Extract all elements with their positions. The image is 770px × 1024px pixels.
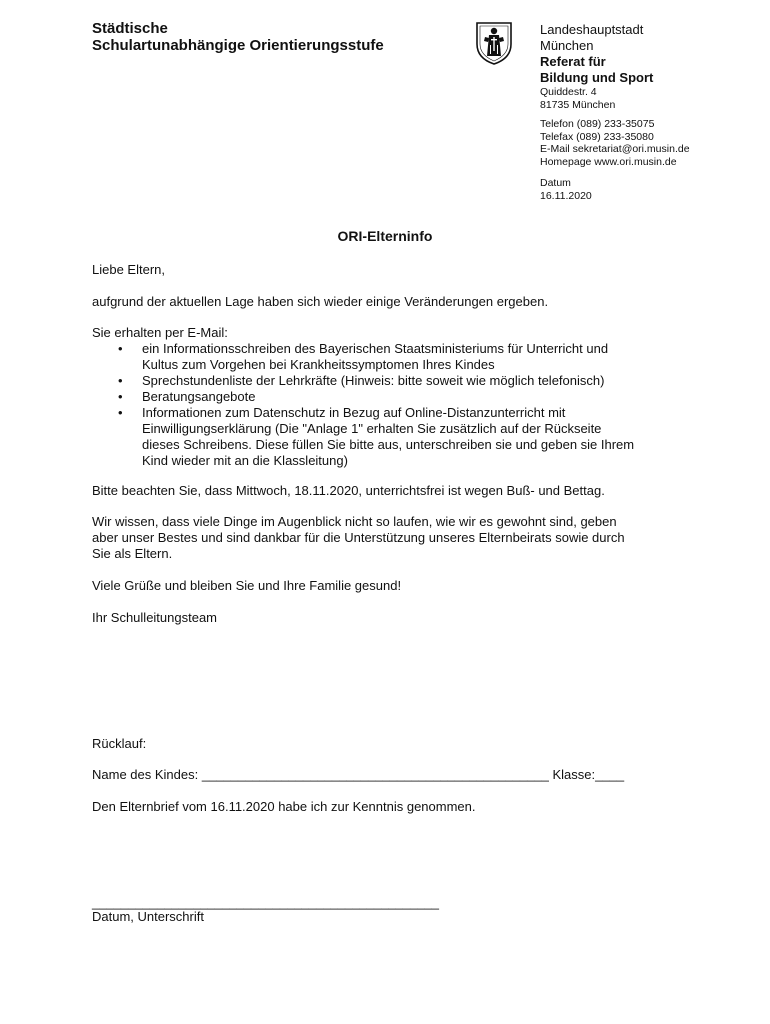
city-line2: München [540,38,594,53]
signature-field[interactable]: ________________________________________________ [92,895,440,910]
authority-block [540,22,765,202]
date-value: 16.11.2020 [540,189,592,202]
school-name-line2: Schulartunabhängige Orientierungsstufe [92,37,384,54]
list-item [92,373,692,389]
child-name-field[interactable]: Name des Kindes: ________________________________________________ [92,767,549,782]
list-item-text: Kultus zum Vorgehen bei Krankheitssymptomen Ihres Kindes [142,357,495,372]
thanks-line: Wir wissen, dass viele Dinge im Augenblick nicht so laufen, wie wir es gewohnt sind, geben [92,514,617,529]
school-name-line1: Städtische [92,20,168,37]
date-label: Datum [540,177,571,189]
email-address: E-Mail sekretariat@ori.musin.de [540,143,690,155]
class-field[interactable]: Klasse:____ [552,767,625,782]
homepage-url: Homepage www.ori.musin.de [540,155,677,168]
acknowledgement-statement: Den Elternbrief vom 16.11.2020 habe ich zur Kenntnis genommen. [92,799,476,814]
list-item-text: Informationen zum Datenschutz in Bezug auf Online-Distanzunterricht mit [142,405,566,420]
list-item [92,341,692,373]
phone-number: Telefon (089) 233-35075 [540,118,655,130]
list-item [92,405,692,469]
dept-line1: Referat für [540,54,606,69]
email-list-lead: Sie erhalten per E-Mail: [92,325,228,340]
school-name [92,20,384,54]
signature-label: Datum, Unterschrift [92,909,204,924]
bullet-icon: • [118,389,123,404]
thanks-line: Sie als Eltern. [92,546,173,561]
intro-paragraph: aufgrund der aktuellen Lage haben sich wieder einige Veränderungen ergeben. [92,294,549,309]
letter-title: ORI-Elterninfo [337,228,433,244]
thanks-paragraph [92,514,692,562]
list-item-text: Beratungsangebote [142,389,256,404]
return-slip-label: Rücklauf: [92,736,147,751]
list-item-text: ein Informationsschreiben des Bayerischen Staatsministeriums für Unterricht und [142,341,609,356]
holiday-notice: Bitte beachten Sie, dass Mittwoch, 18.11.2020, unterrichtsfrei ist wegen Buß- und Bettag. [92,483,605,498]
fax-number: Telefax (089) 233-35080 [540,130,654,143]
list-item-text: Sprechstundenliste der Lehrkräfte (Hinweis: bitte soweit wie möglich telefonisch) [142,373,605,388]
munich-coat-of-arms-icon [474,20,514,66]
bullet-icon: • [118,341,123,356]
address-zip-city: 81735 München [540,98,616,111]
list-item [92,389,692,405]
address-street: Quiddestr. 4 [540,86,597,98]
thanks-line: aber unser Bestes und sind dankbar für die Unterstützung unseres Elternbeirats sowie durch [92,530,625,545]
signoff: Ihr Schulleitungsteam [92,610,218,625]
list-item-text: Kind wieder mit an die Klassleitung) [142,453,348,468]
bullet-icon: • [118,405,123,420]
list-item-text: Einwilligungserklärung (Die "Anlage 1" erhalten Sie zusätzlich auf der Rückseite [142,421,602,436]
list-item-text: dieses Schreibens. Diese füllen Sie bitte aus, unterschreiben sie und geben sie Ihrem [142,437,635,452]
salutation: Liebe Eltern, [92,262,165,277]
email-attachments-list [92,341,692,469]
closing-greeting: Viele Grüße und bleiben Sie und Ihre Familie gesund! [92,578,402,593]
city-line1: Landeshauptstadt [540,22,644,37]
dept-line2: Bildung und Sport [540,70,654,85]
child-name-field-row [92,767,692,783]
bullet-icon: • [118,373,123,388]
